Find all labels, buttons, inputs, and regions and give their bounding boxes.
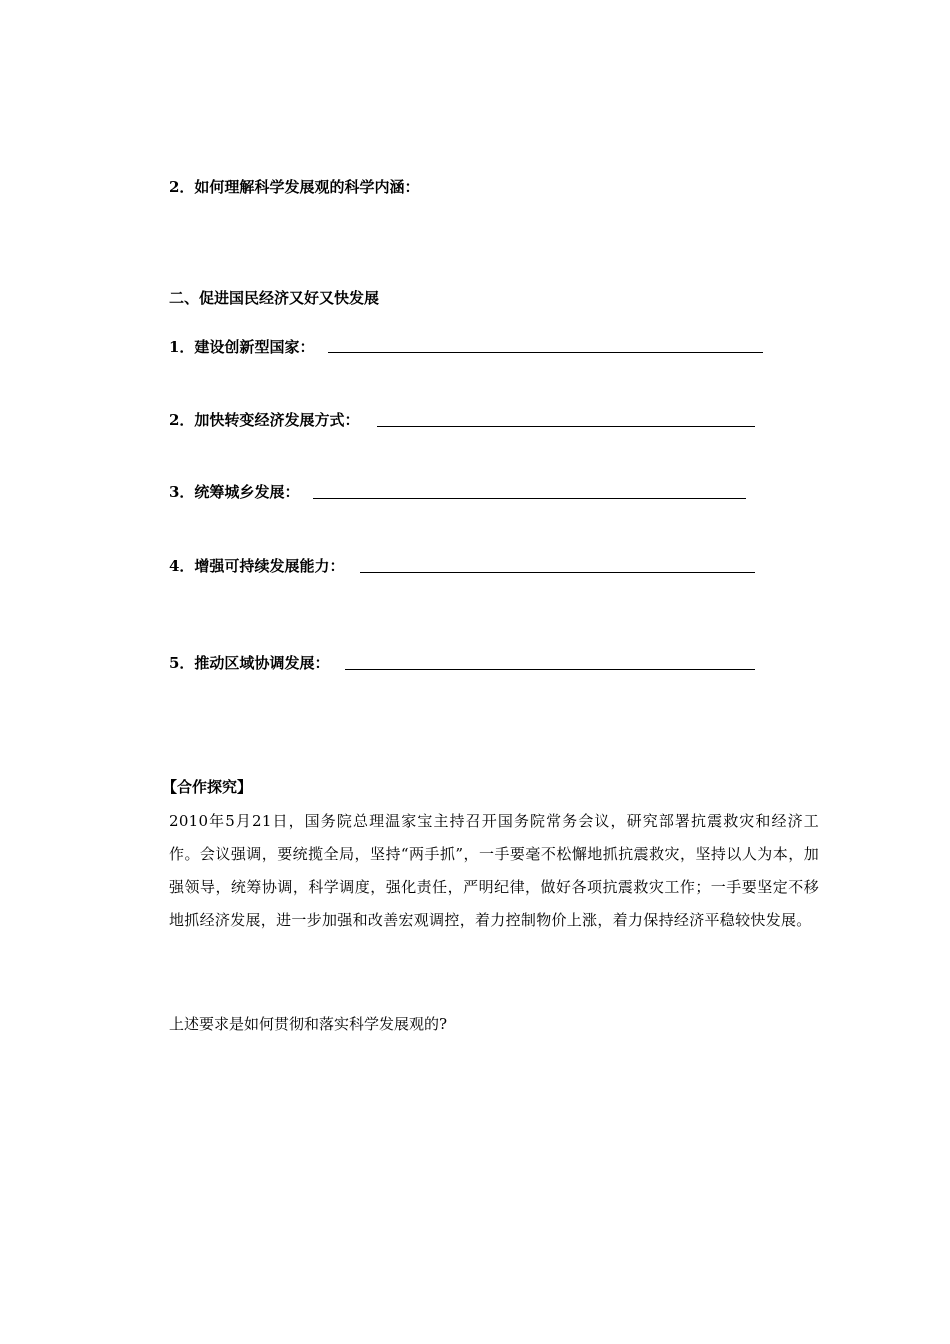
item-3-label: 3．统筹城乡发展： [169, 483, 300, 501]
item-2-blank[interactable] [377, 426, 755, 427]
section-2-title: 二、促进国民经济又好又快发展 [169, 289, 380, 307]
item-4-label: 4．增强可持续发展能力： [169, 557, 345, 575]
item-5-blank[interactable] [345, 669, 755, 670]
item-1-blank[interactable] [328, 352, 763, 353]
item-3-blank[interactable] [313, 498, 746, 499]
cooperation-heading: 【合作探究】 [162, 778, 253, 796]
cooperation-paragraph: 2010年5月21日，国务院总理温家宝主持召开国务院常务会议，研究部署抗震救灾和经济工作。会议强调，要统揽全局，坚持“两手抓”，一手要毫不松懈地抓抗震救灾，坚持以人为本，加强领导，统筹协调，科学调度，强化责任，严明纪律，做好各项抗震救灾工作；一手要坚定不移地抓经济发展，进一步加强和改善宏观调控，着力控制物价上涨，着力保持经济平稳较快发展。 [169, 812, 819, 929]
item-2-label: 2．加快转变经济发展方式： [169, 411, 360, 429]
item-5-label: 5．推动区域协调发展： [169, 654, 330, 672]
question-2: 2．如何理解科学发展观的科学内涵： [169, 178, 420, 196]
cooperation-question: 上述要求是如何贯彻和落实科学发展观的? [169, 1015, 448, 1033]
item-4-blank[interactable] [360, 572, 755, 573]
item-1-label: 1．建设创新型国家： [169, 338, 315, 356]
